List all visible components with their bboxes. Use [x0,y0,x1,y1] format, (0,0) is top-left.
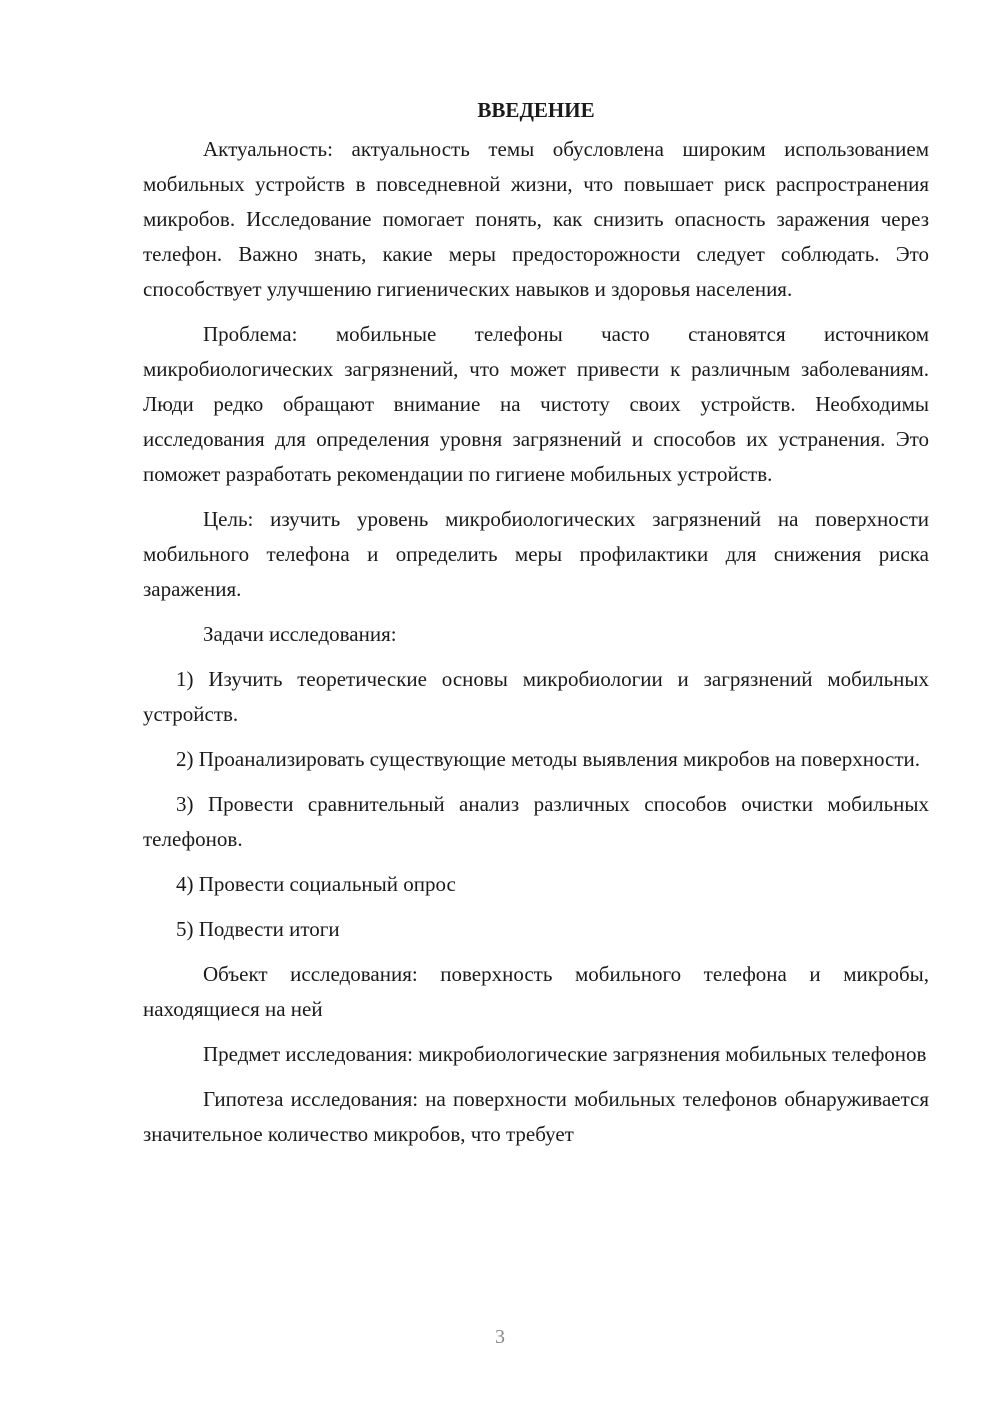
paragraph-object: Объект исследования: поверхность мобильного телефона и микробы, находящиеся на ней [143,962,929,1021]
document-body [143,96,929,1162]
tasks-list [143,662,929,947]
task-item-5: 5) Подвести итоги [176,917,340,941]
section-heading: ВВЕДЕНИЕ [477,98,595,122]
paragraph-hypothesis: Гипотеза исследования: на поверхности мобильных телефонов обнаруживается значительное количество микробов, что требует [143,1087,929,1146]
task-item-2: 2) Проанализировать существующие методы выявления микробов на поверхности. [176,747,921,771]
task-item-1: 1) Изучить теоретические основы микробиологии и загрязнений мобильных устройств. [143,667,929,726]
paragraph-relevance: Актуальность: актуальность темы обусловлена широким использованием мобильных устройств в повседневной жизни, что повышает риск распространения микробов. Исследование помогает понять, как снизить опасность заражения через телефон. Важно знать, какие меры предосторожности следует соблюдать. Это способствует улучшению гигиенических навыков и здоровья населения. [143,137,929,301]
paragraph-problem: Проблема: мобильные телефоны часто становятся источником микробиологических загрязнений, что может привести к различным заболеваниям. Люди редко обращают внимание на чистоту своих устройств. Необходимы исследования для определения уровня загрязнений и способов их устранения. Это поможет разработать рекомендации по гигиене мобильных устройств. [143,322,929,486]
task-item-3: 3) Провести сравнительный анализ различных способов очистки мобильных телефонов. [143,792,929,851]
paragraph-tasks-title: Задачи исследования: [203,622,397,646]
paragraph-goal: Цель: изучить уровень микробиологических загрязнений на поверхности мобильного телефона и определить меры профилактики для снижения риска заражения. [143,507,929,601]
page-number: 3 [495,1326,505,1348]
task-item-4: 4) Провести социальный опрос [176,872,456,896]
paragraph-subject: Предмет исследования: микробиологические загрязнения мобильных телефонов [203,1042,927,1066]
